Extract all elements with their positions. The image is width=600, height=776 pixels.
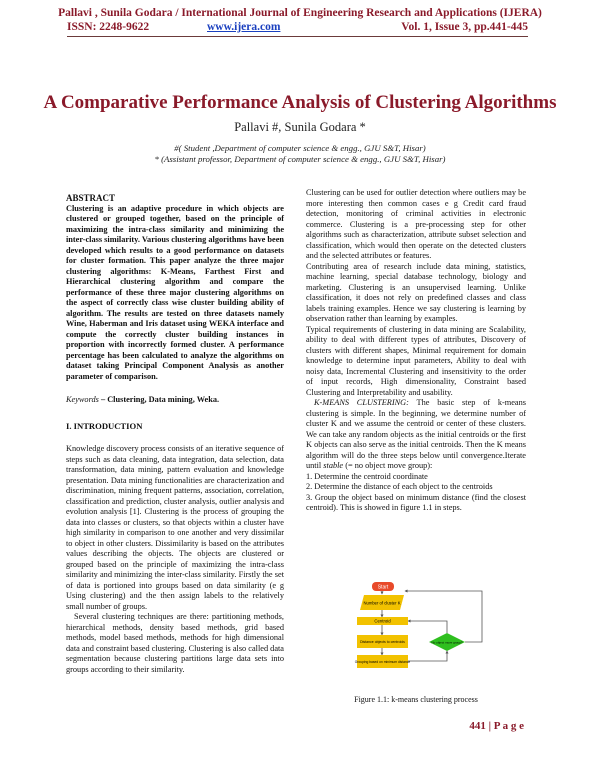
- flow-grouping-label: Grouping based on minimum distance: [354, 660, 411, 664]
- left-column: [66, 193, 284, 675]
- journal-meta-row: [67, 21, 528, 35]
- intro-paragraph-2: Several clustering techniques are there: partitioning methods, hierarchical methods, density based methods, grid based methods, model based methods, methods for high dimensional data and constraint based clustering. Clustering is also called data segmentation because clustering partitions large data sets into groups according to their similarity.: [66, 612, 284, 674]
- page-number: 441 | P a g e: [469, 720, 524, 732]
- affiliation-1: #( Student ,Department of computer science & engg., GJU S&T, Hisar): [174, 143, 426, 153]
- keywords: [66, 395, 284, 406]
- keywords-list: – Clustering, Data mining, Weka.: [100, 395, 220, 404]
- right-paragraph-1: Clustering can be used for outlier detection where outliers may be more interesting then common cases e g Credit card fraud detection, monitoring of criminal activities in electronic commerce. Clustering is a pre-processing step for other algorithms such as characterization, attribute subset selection and classification, which would then operate on the detected clusters and the selected attributes or features.: [306, 188, 526, 260]
- journal-header-line: Pallavi , Sunila Godara / International Journal of Engineering Research and Applications (IJERA): [58, 7, 542, 19]
- step-3: 3. Group the object based on minimum distance (find the closest centroid). This is showed in figure 1.1 in steps.: [306, 492, 526, 512]
- intro-paragraph-1: Knowledge discovery process consists of an iterative sequence of steps such as data cleaning, data integration, data selection, data transformation, data mining, pattern evaluation and knowledge presentation. Data mining functionalities are characterization and discrimination, mining frequent patterns, association, correlation, classification and prediction, cluster analysis, outlier analysis and evolution analysis [1]. Clustering is the process of grouping the data into classes or clusters, so that objects within a cluster have high similarity in comparison to one another and very dissimilar to object in other clusters. Dissimilarity is based on the attributes values describing the objects. The objects are clustered or grouped based on the principle of maximizing the intra-class similarity and minimizing the inter-class similarity. Firstly the set of data is portioned into groups based on data similarity (e g Using clustering) and the then assign labels to the relatively small number of groups.: [66, 444, 284, 611]
- issn: ISSN: 2248-9622: [67, 21, 150, 33]
- abstract-heading: ABSTRACT: [66, 193, 116, 203]
- header-divider: [67, 36, 528, 37]
- kmeans-label: K-MEANS CLUSTERING:: [314, 398, 409, 407]
- right-paragraph-3: Typical requirements of clustering in data mining are Scalability, ability to deal with different types of attributes, Discovery of clusters with different shapes, Minimal requirement for domain knowledge to determine input parameters, Ability to deal with noisy data, Incremental Clustering and insensitivity to the order of input records, High dimensionality, Constraint based Clustering and Interpretability and usability.: [306, 324, 526, 397]
- flow-input-label: Number of cluster K: [363, 600, 401, 606]
- kmeans-stable: stable: [323, 461, 344, 470]
- kmeans-text: The basic step of k-means clustering is simple. In the beginning, we determine number of cluster K and we assume the centroid or center of these clusters. We can take any random objects as the initial centroids or the first K objects can also serve as the initial centroids. Then the K means algorithm will do the three steps below until convergence.Iterate until: [306, 398, 526, 470]
- paper-title: A Comparative Performance Analysis of Clustering Algorithms: [43, 92, 557, 113]
- flow-start-label: Start: [377, 584, 389, 591]
- kmeans-tail: (= no object move group):: [343, 461, 433, 470]
- volume-info: Vol. 1, Issue 3, pp.441-445: [401, 21, 528, 33]
- step-1: 1. Determine the centroid coordinate: [306, 471, 428, 481]
- right-paragraph-2: Contributing area of research include data mining, statistics, machine learning, special database technology, biology and marketing. Clustering is an unsupervised learning. Unlike classification, it does not rely on predefined classes and class labels training examples. Hence we say clustering is learning by observation rather than learning by examples.: [306, 261, 526, 323]
- flow-distance-label: Distance objects to centroids: [360, 640, 405, 644]
- affiliation-2: * (Assistant professor, Department of computer science & engg., GJU S&T, Hisar): [154, 154, 446, 164]
- right-column: [306, 188, 526, 514]
- kmeans-paragraph: [306, 398, 526, 472]
- journal-website-link[interactable]: www.ijera.com: [207, 21, 281, 33]
- figure-caption: Figure 1.1: k-means clustering process: [354, 695, 478, 704]
- kmeans-flowchart: [340, 580, 490, 680]
- flow-centroid-label: Centroid: [374, 618, 391, 624]
- flow-decision-label: No object move group?: [431, 640, 463, 645]
- step-2: 2. Determine the distance of each object to the centroids: [306, 482, 493, 491]
- keywords-label: Keywords: [66, 395, 99, 404]
- intro-heading: I. INTRODUCTION: [66, 420, 143, 431]
- abstract-text: Clustering is an adaptive procedure in which objects are clustered or grouped together, based on the principle of maximizing the intra-class similarity and minimizing the inter-class similarity. Various clustering algorithms have been developed which results to a good performance on datasets for cluster formation. This paper analyze the three major clustering algorithms: K-Means, Farthest First and Hierarchical clustering algorithm and compare the performance of these three major clustering algorithms on the aspect of correctly class wise cluster building ability of algorithm. The results are tested on three datasets namely Wine, Haberman and Iris dataset using WEKA interface and compute the correctly cluster building instances in proportion with incorrectly formed cluster. A performance percentage has been calculated to analyze the algorithms on dataset taking Principal Component Analysis as another parameter of comparison.: [66, 203, 284, 381]
- paper-authors: Pallavi #, Sunila Godara *: [234, 120, 366, 134]
